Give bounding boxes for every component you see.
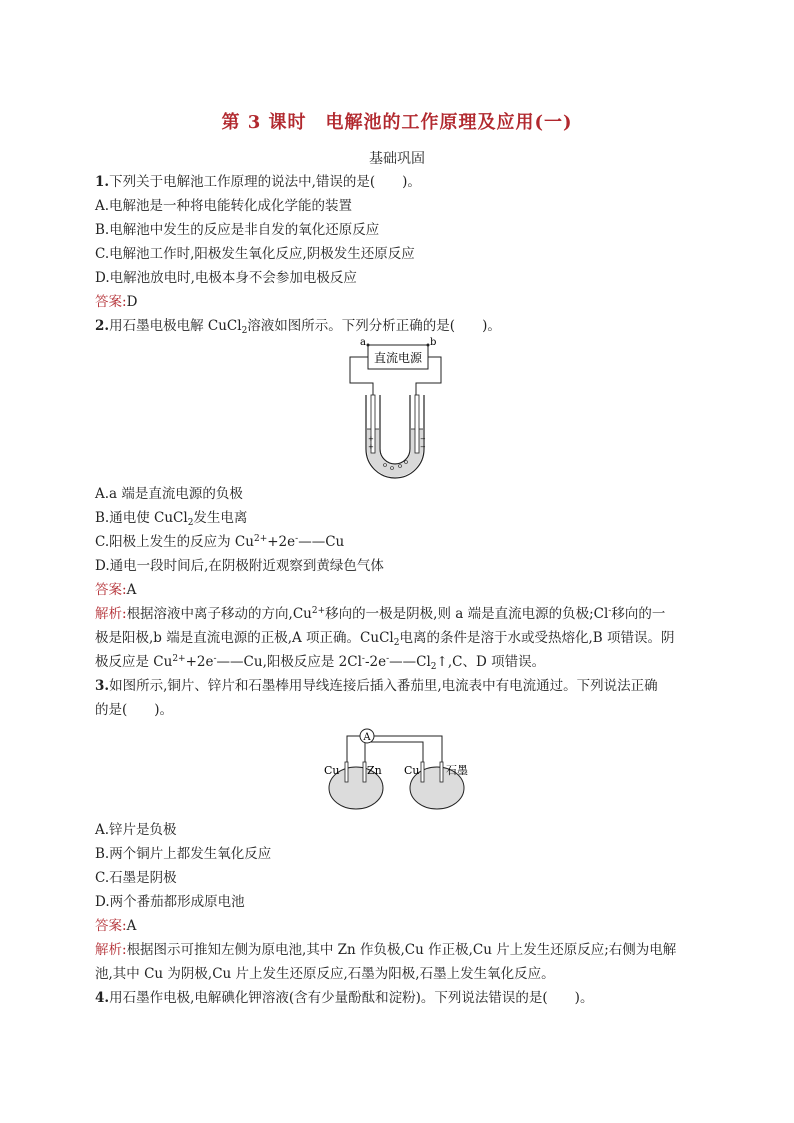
option-c: C.石墨是阴极 [95,870,177,886]
page-title: 第 3 课时 电解池的工作原理及应用(一) [221,112,573,133]
analysis-line: 极是阳极,b 端是直流电源的正极,A 项正确。CuCl$_2$电离的条件是溶于水或受热熔化,B 项错误。阴 [95,630,675,648]
question-2: 2.用石墨电极电解 CuCl$_2$溶液如图所示。下列分析正确的是( )。 [95,318,501,336]
power-supply-label: 直流电源 [373,351,423,365]
option-a: A.锌片是负极 [95,822,177,838]
answer-line [95,581,136,599]
terminal-b-label: b [430,337,437,348]
question-1 [95,173,421,191]
right-electrode [415,395,419,453]
question-4 [95,989,593,1007]
analysis-line: 解析:根据溶液中离子移动的方向$,Cu^{2+}$移向的一极是阴极,则 a 端是直流电源的负极;Cl-移向的一 [95,606,666,622]
question-number: 4. [95,990,110,1006]
answer-value: D [126,294,138,310]
question-number: 2. [95,318,110,334]
answer-value: A [126,918,137,934]
answer-label: 答案: [95,582,127,598]
answer-line [95,293,137,311]
question-number: 3. [95,678,110,694]
label-zn: Zn [367,764,382,777]
label-cu-left: Cu [324,764,340,777]
question-number: 1. [95,174,110,190]
answer-value: A [126,582,137,598]
svg-text:−: − [420,443,426,451]
option-b: B.两个铜片上都发生氧化反应 [95,846,272,862]
option-a: A.a 端是直流电源的负极 [95,486,243,502]
analysis-label: 解析: [95,942,127,958]
question-stem: 用石墨作电极,电解碘化钾溶液(含有少量酚酞和淀粉)。下列说法错误的是( )。 [109,990,594,1006]
option-c: C.电解池工作时,阳极发生氧化反应,阴极发生还原反应 [95,246,415,262]
svg-text:+: + [368,435,374,443]
option-d: D.电解池放电时,电极本身不会参加电极反应 [95,270,357,286]
answer-label: 答案: [95,294,127,310]
option-a: A.电解池是一种将电能转化成化学能的装置 [95,198,353,214]
question-stem: 如图所示,铜片、锌片和石墨棒用导线连接后插入番茄里,电流表中有电流通过。下列说法正确 [109,678,658,694]
svg-text:−: − [420,435,426,443]
tomato-battery-diagram [320,724,480,816]
option-b: B.通电使 CuCl$_2$发生电离 [95,510,248,528]
ammeter-label: A [363,732,371,743]
option-d: D.通电一段时间后,在阴极附近观察到黄绿色气体 [95,558,384,574]
answer-label: 答案: [95,918,127,934]
electrolysis-u-tube-diagram [340,337,450,479]
svg-text:+: + [368,443,374,451]
analysis-label: 解析: [95,606,127,622]
question-stem-cont: 的是( )。 [95,702,174,718]
option-d: D.两个番茄都形成原电池 [95,894,245,910]
label-cu-right: Cu [404,764,420,777]
analysis-line: 解析:根据图示可推知左侧为原电池,其中 Zn 作负极,Cu 作正极,Cu 片上发生还原反应;右侧为电解 [95,942,677,958]
option-b: B.电解池中发生的反应是非自发的氧化还原反应 [95,222,380,238]
question-3 [95,677,658,695]
terminal-a-label: a [360,337,366,348]
question-stem: 下列关于电解池工作原理的说法中,错误的是( )。 [109,174,421,190]
analysis-line: 极反应是 $Cu^{2+}+2e^-——Cu$,阳极反应是 $2Cl^--2e^-——Cl_2↑,C$、D 项错误。 [95,654,546,672]
label-graphite: 石墨 [446,764,468,777]
section-heading: 基础巩固 [369,151,425,167]
option-c: C.阳极上发生的反应为 $Cu^{2+}+2e^-——Cu$ [95,534,345,550]
answer-line [95,917,136,935]
analysis-line: 池,其中 Cu 为阴极,Cu 片上发生还原反应,石墨为阳极,石墨上发生氧化反应。 [95,966,555,982]
